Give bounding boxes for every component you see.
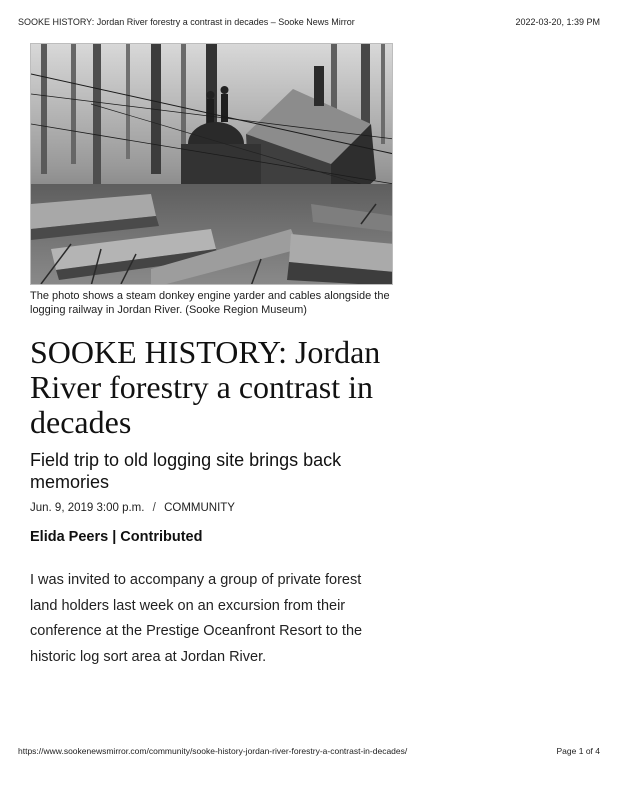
article-meta: [30, 501, 235, 515]
article-headline: SOOKE HISTORY: Jordan River forestry a contrast in decades: [30, 334, 381, 440]
print-header: [18, 16, 600, 30]
photo-caption: The photo shows a steam donkey engine yarder and cables alongside the logging railway in Jordan River. (Sooke Region Museum): [30, 290, 390, 316]
print-footer-url: https://www.sookenewsmirror.com/community/sooke-history-jordan-river-forestry-a-contrast-in-decades/: [18, 746, 408, 756]
article-body-paragraph: I was invited to accompany a group of private forest land holders last week on an excursion from their conference at the Prestige Oceanfront Resort to the historic log sort area at Jordan River.: [30, 572, 363, 665]
category-link[interactable]: COMMUNITY: [164, 502, 235, 514]
article-subheadline: Field trip to old logging site brings back memories: [30, 450, 342, 492]
print-header-title: SOOKE HISTORY: Jordan River forestry a contrast in decades – Sooke News Mirror: [18, 17, 355, 27]
print-footer: [18, 745, 600, 759]
publish-date: Jun. 9, 2019 3:00 p.m.: [30, 502, 145, 514]
article-photo: [30, 43, 393, 285]
meta-separator: /: [152, 502, 156, 514]
print-footer-page-number: Page 1 of 4: [556, 746, 600, 756]
article-byline: Elida Peers | Contributed: [30, 529, 203, 545]
print-header-date: 2022-03-20, 1:39 PM: [515, 17, 600, 27]
